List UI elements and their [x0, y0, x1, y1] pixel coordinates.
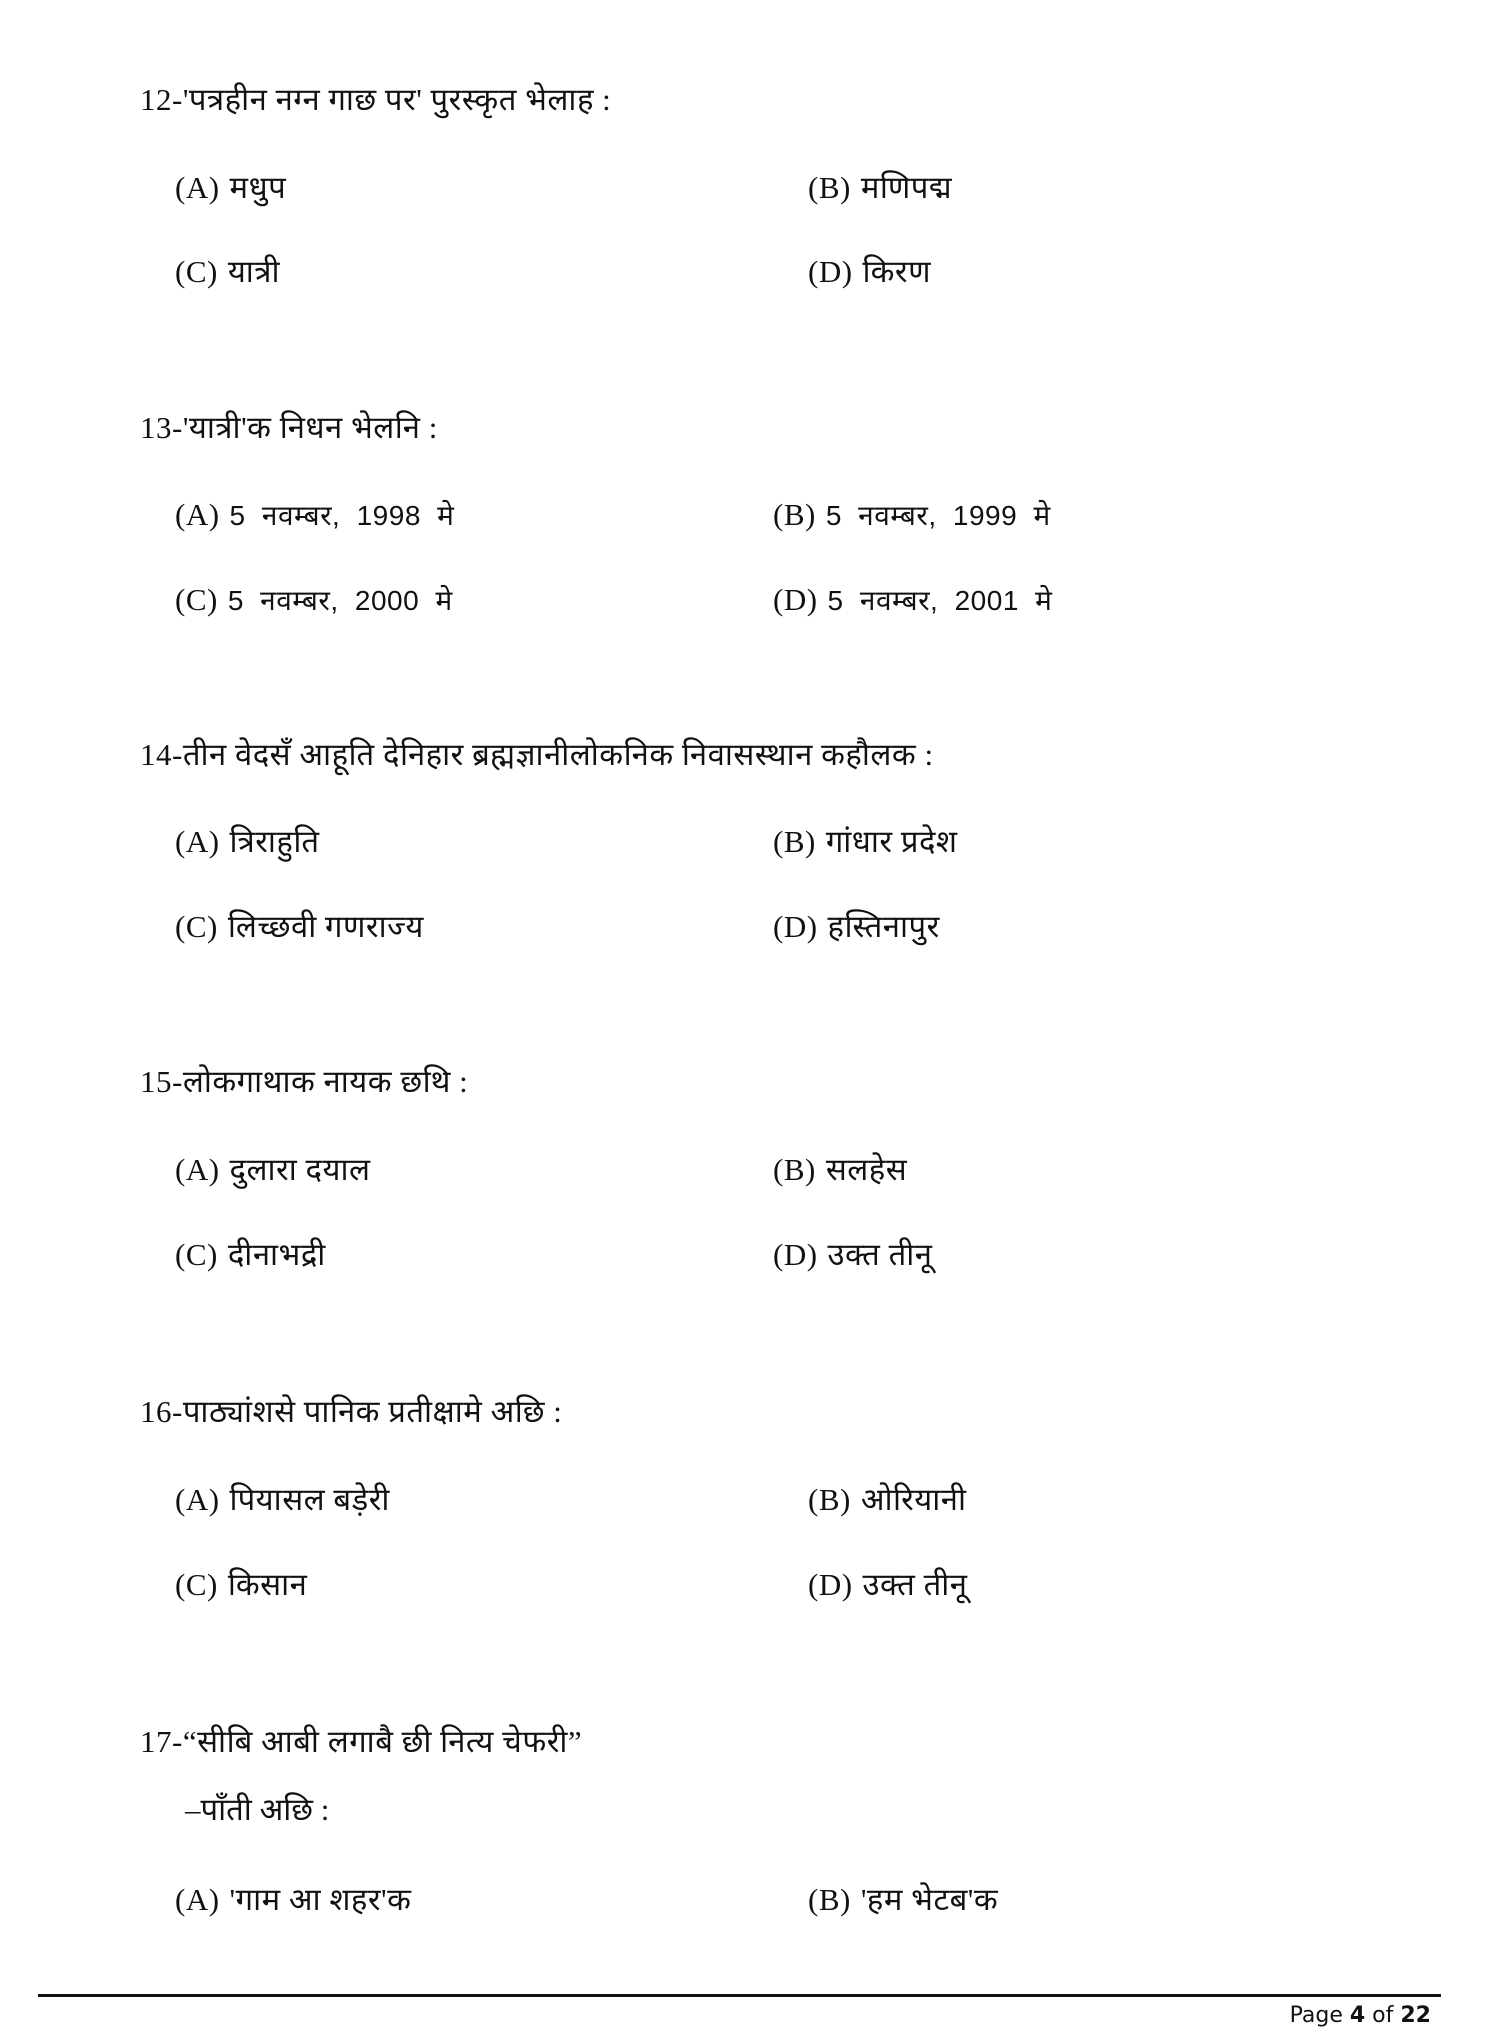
option-label: (B) [773, 1152, 816, 1187]
question-text: तीन वेदसँ आहूति देनिहार ब्रह्मज्ञानीलोकनिक निवासस्थान कहौलक : [182, 737, 934, 772]
option-text: मधुप [229, 170, 287, 205]
option-text: पियासल बड़ेरी [229, 1482, 390, 1517]
option-text: 5 नवम्बर, 2000 मे [227, 585, 453, 616]
option-label: (D) [808, 254, 853, 289]
option-text: हस्तिनापुर [827, 909, 940, 944]
question-13-stem [140, 408, 438, 448]
question-17-subline: –पाँती अछि : [185, 1792, 330, 1827]
question-14-stem [140, 735, 934, 775]
page-current: 4 [1349, 2003, 1366, 2028]
question-number: 14- [140, 737, 183, 772]
option-label: (A) [175, 1482, 220, 1517]
question-number: 17- [140, 1724, 183, 1759]
option-label: (C) [175, 582, 218, 617]
question-16-option-a [175, 1480, 390, 1520]
option-label: (A) [175, 824, 220, 859]
question-number: 13- [140, 410, 183, 445]
option-text: लिच्छवी गणराज्य [227, 909, 424, 944]
question-15-option-b [773, 1150, 907, 1190]
option-label: (B) [773, 497, 816, 532]
question-16-option-b [808, 1480, 967, 1520]
question-number: 16- [140, 1394, 183, 1429]
option-label: (A) [175, 1152, 220, 1187]
option-label: (A) [175, 1882, 220, 1917]
question-13-option-c [175, 580, 453, 621]
question-13-option-a [175, 495, 454, 536]
page-of: of [1365, 2003, 1401, 2028]
option-label: (D) [773, 582, 818, 617]
option-text: दीनाभद्री [227, 1237, 326, 1272]
question-number: 15- [140, 1064, 183, 1099]
option-label: (B) [808, 1482, 851, 1517]
question-12-option-c [175, 252, 280, 292]
question-12-stem [140, 80, 611, 120]
question-17-option-a [175, 1880, 411, 1920]
option-text: 5 नवम्बर, 2001 मे [827, 585, 1053, 616]
option-text: किसान [227, 1567, 308, 1602]
question-15-option-c [175, 1235, 326, 1275]
question-14-option-c [175, 907, 424, 947]
option-label: (D) [808, 1567, 853, 1602]
question-text: 'पत्रहीन नग्न गाछ पर' पुरस्कृत भेलाह : [182, 82, 612, 117]
option-text: त्रिराहुति [229, 824, 320, 859]
question-text: लोकगाथाक नायक छथि : [182, 1064, 469, 1099]
question-15-option-a [175, 1150, 371, 1190]
question-number: 12- [140, 82, 183, 117]
question-15-option-d [773, 1235, 932, 1275]
option-label: (D) [773, 1237, 818, 1272]
page-total: 22 [1400, 2003, 1431, 2028]
question-13-option-b [773, 495, 1051, 536]
question-text: पाठ्यांशसे पानिक प्रतीक्षामे अछि : [182, 1394, 563, 1429]
question-13-option-d [773, 580, 1052, 621]
question-16-stem [140, 1392, 562, 1432]
question-17-option-b [808, 1880, 998, 1920]
question-12-option-a [175, 168, 286, 208]
option-text: 'गाम आ शहर'क [229, 1882, 412, 1917]
option-label: (B) [808, 1882, 851, 1917]
question-17-stem [140, 1722, 582, 1762]
option-label: (A) [175, 170, 220, 205]
option-text: ओरियानी [860, 1482, 967, 1517]
option-text: उक्त तीनू [827, 1237, 933, 1272]
question-text: “सीबि आबी लगाबै छी नित्य चेफरी” [182, 1724, 583, 1759]
option-label: (C) [175, 254, 218, 289]
question-12-option-d [808, 252, 931, 292]
question-16-option-d [808, 1565, 967, 1605]
question-14-option-b [773, 822, 958, 862]
option-text: किरण [862, 254, 931, 289]
option-text: 'हम भेटब'क [860, 1882, 999, 1917]
question-16-option-c [175, 1565, 307, 1605]
option-label: (C) [175, 1237, 218, 1272]
option-label: (C) [175, 909, 218, 944]
option-text: दुलारा दयाल [229, 1152, 371, 1187]
option-text: 5 नवम्बर, 1999 मे [825, 500, 1051, 531]
option-label: (B) [808, 170, 851, 205]
option-text: यात्री [227, 254, 280, 289]
option-label: (D) [773, 909, 818, 944]
footer-divider [38, 1994, 1441, 1997]
question-text: 'यात्री'क निधन भेलनि : [182, 410, 438, 445]
question-12-option-b [808, 168, 952, 208]
page-number [1290, 2002, 1431, 2030]
option-label: (C) [175, 1567, 218, 1602]
option-text: उक्त तीनू [862, 1567, 968, 1602]
question-14-option-d [773, 907, 940, 947]
question-15-stem [140, 1062, 468, 1102]
option-text: 5 नवम्बर, 1998 मे [229, 500, 455, 531]
option-label: (B) [773, 824, 816, 859]
option-text: सलहेस [825, 1152, 908, 1187]
page-prefix: Page [1289, 2003, 1350, 2028]
option-text: मणिपद्म [860, 170, 953, 205]
question-14-option-a [175, 822, 320, 862]
option-label: (A) [175, 497, 220, 532]
option-text: गांधार प्रदेश [825, 824, 958, 859]
